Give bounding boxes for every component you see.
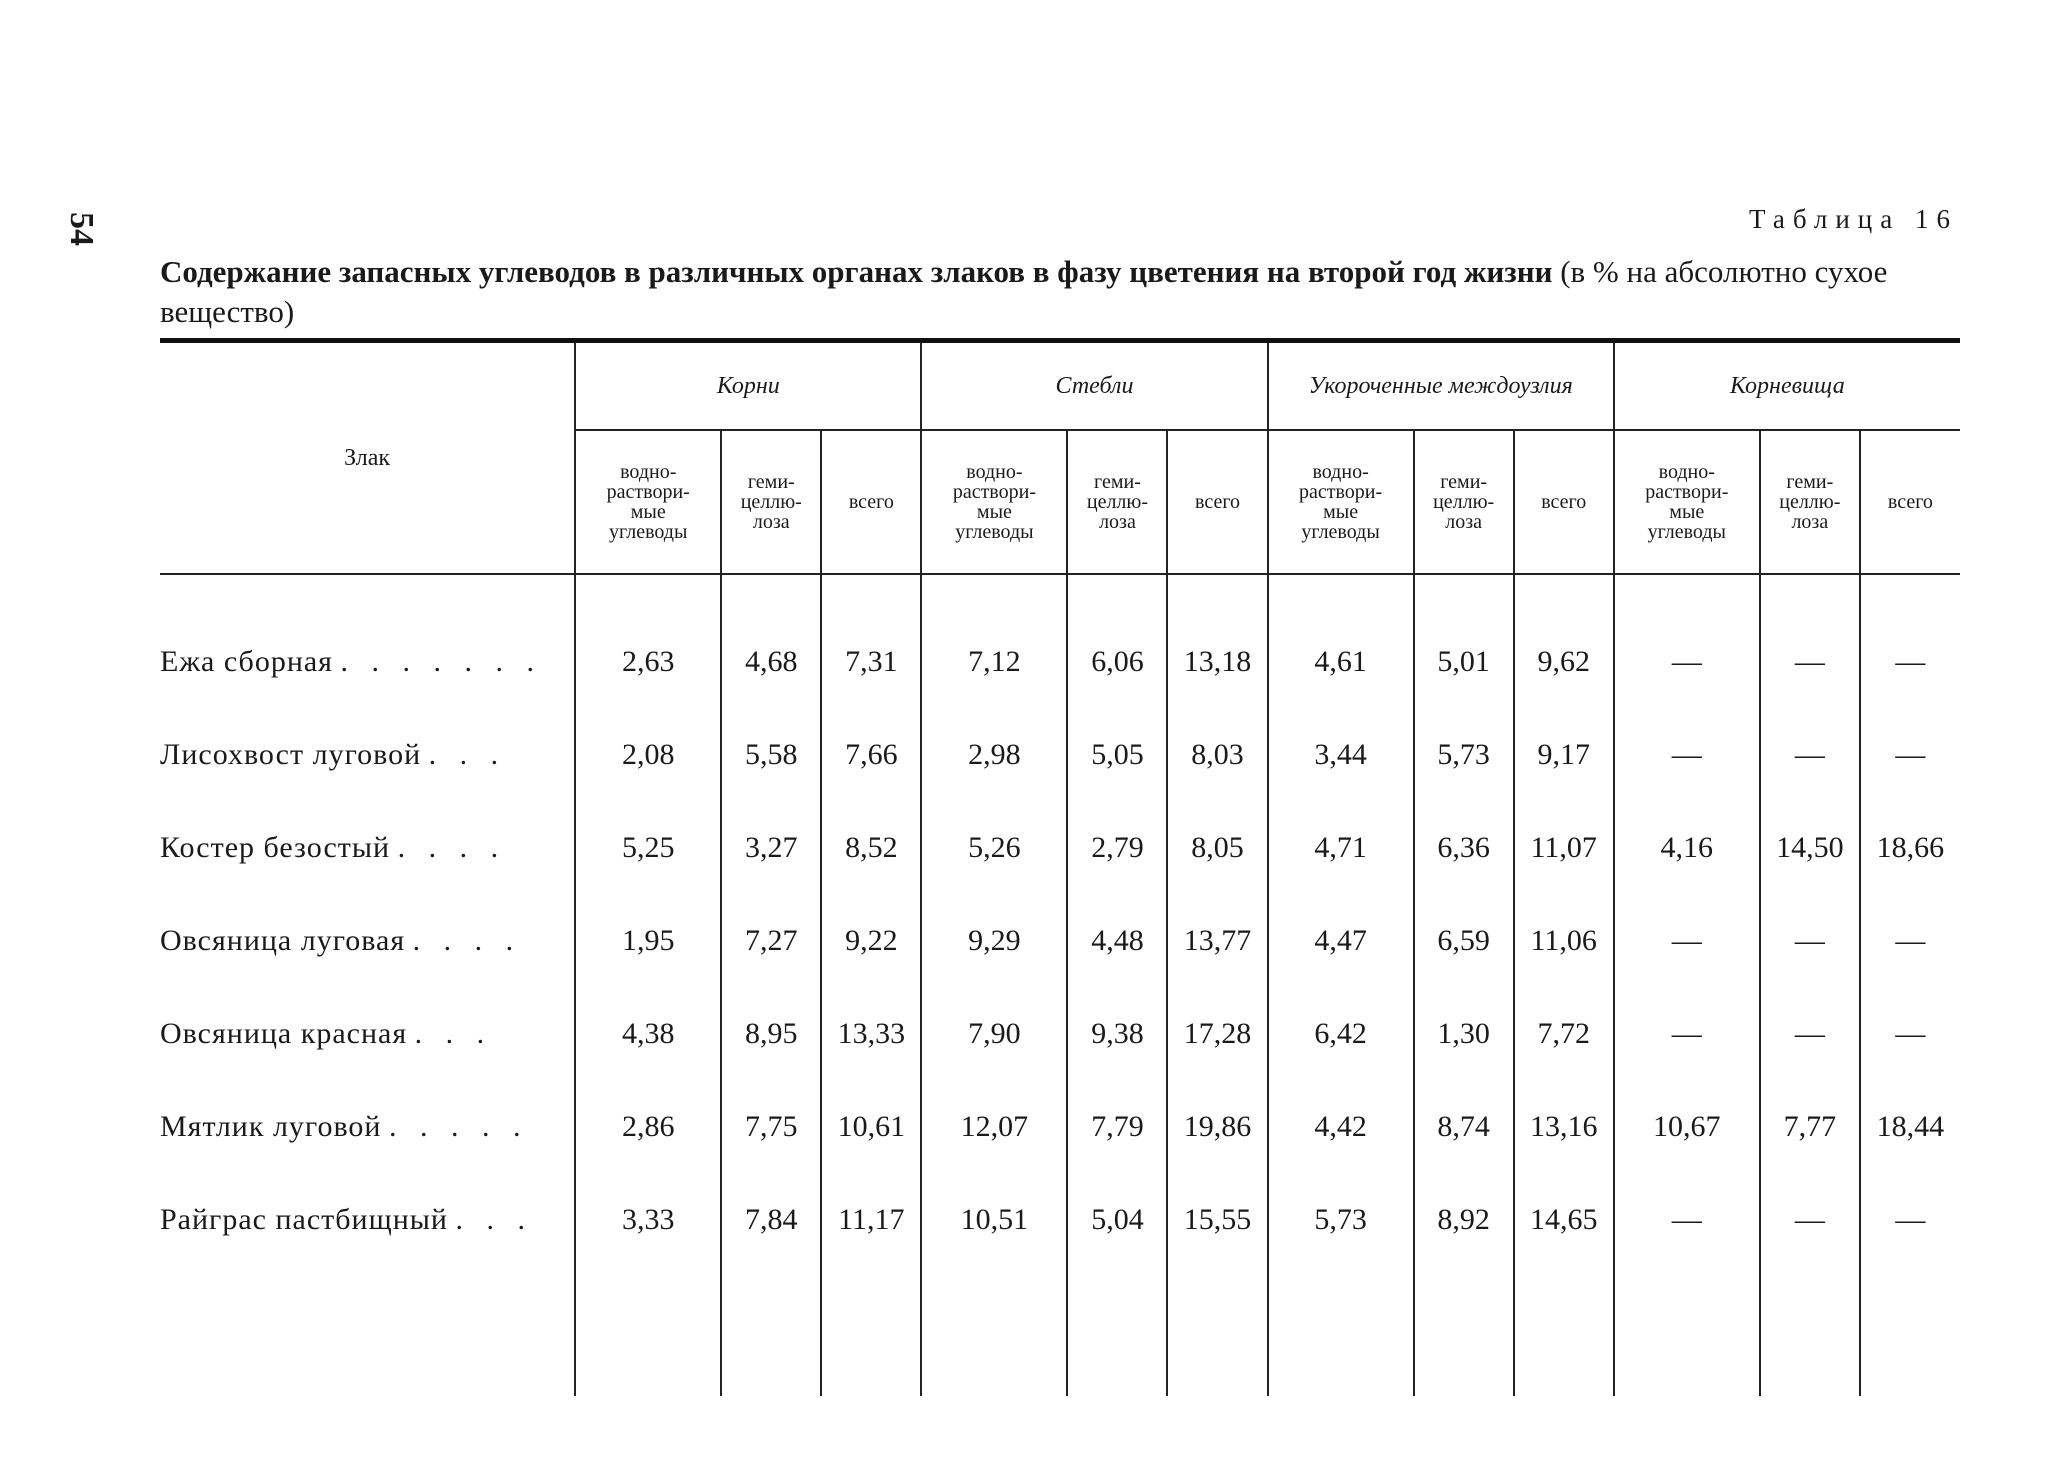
subheader-water-soluble: водно- раствори- мые углеводы	[921, 430, 1067, 574]
group-header-internodes: Укороченные междоузлия	[1268, 341, 1614, 431]
table-cell: 19,86	[1167, 1080, 1267, 1173]
empty-cell	[1860, 1266, 1960, 1396]
grass-name: Райграс пастбищный . . .	[160, 1202, 533, 1236]
table-cell: 2,86	[575, 1080, 721, 1173]
table-cell: 8,03	[1167, 708, 1267, 801]
table-cell: 9,38	[1067, 987, 1167, 1080]
table-cell: 7,84	[721, 1173, 821, 1266]
empty-cell	[921, 1266, 1067, 1396]
table-cell: 4,42	[1268, 1080, 1414, 1173]
table-cell: 7,27	[721, 894, 821, 987]
empty-cell	[575, 1266, 721, 1396]
table-cell: 4,68	[721, 574, 821, 708]
table-cell: 8,05	[1167, 801, 1267, 894]
caption-bold: Содержание запасных углеводов в различных органах злаков в фазу цветения на второй год жизни	[160, 254, 1553, 289]
table-row	[160, 1080, 1960, 1173]
table-cell: 7,66	[821, 708, 921, 801]
table-row	[160, 894, 1960, 987]
table-cell: 8,52	[821, 801, 921, 894]
table-cell: 8,92	[1414, 1173, 1514, 1266]
table-cell: 10,67	[1614, 1080, 1760, 1173]
table-cell: 13,16	[1514, 1080, 1614, 1173]
subheader-total: всего	[1167, 430, 1267, 574]
table-label: Таблица 16	[1749, 204, 1958, 234]
carbohydrate-table	[160, 338, 1960, 1396]
empty-cell	[1760, 1266, 1860, 1396]
table-cell: —	[1614, 1173, 1760, 1266]
table-cell: 3,44	[1268, 708, 1414, 801]
table-cell: 7,75	[721, 1080, 821, 1173]
table-row	[160, 801, 1960, 894]
table-cell: 14,65	[1514, 1173, 1614, 1266]
empty-cell	[1268, 1266, 1414, 1396]
table-cell: 10,51	[921, 1173, 1067, 1266]
table-cell: 18,44	[1860, 1080, 1960, 1173]
empty-cell	[1514, 1266, 1614, 1396]
table-cell: —	[1614, 894, 1760, 987]
table-cell: 14,50	[1760, 801, 1860, 894]
table-cell: 5,58	[721, 708, 821, 801]
table-cell: 11,06	[1514, 894, 1614, 987]
table-cell: —	[1760, 894, 1860, 987]
table-row	[160, 1173, 1960, 1266]
table-cell: 4,16	[1614, 801, 1760, 894]
subheader-total: всего	[821, 430, 921, 574]
empty-cell	[1067, 1266, 1167, 1396]
table-cell: 4,38	[575, 987, 721, 1080]
empty-cell	[821, 1266, 921, 1396]
table-cell: —	[1860, 987, 1960, 1080]
table-row	[160, 708, 1960, 801]
table-cell: 7,77	[1760, 1080, 1860, 1173]
table-cell: 4,61	[1268, 574, 1414, 708]
table-cell: 5,25	[575, 801, 721, 894]
table-cell: 7,72	[1514, 987, 1614, 1080]
grass-name: Овсяница красная . . .	[160, 1016, 493, 1050]
table-cell: 13,33	[821, 987, 921, 1080]
table-cell: —	[1860, 1173, 1960, 1266]
table-cell: 7,31	[821, 574, 921, 708]
empty-cell	[721, 1266, 821, 1396]
table-cell: 2,98	[921, 708, 1067, 801]
table-cell: 6,36	[1414, 801, 1514, 894]
table-cell: 2,63	[575, 574, 721, 708]
table-cell: 11,17	[821, 1173, 921, 1266]
table-cell: 7,90	[921, 987, 1067, 1080]
table-cell: 5,01	[1414, 574, 1514, 708]
empty-cell	[1167, 1266, 1267, 1396]
table-cell: —	[1614, 708, 1760, 801]
table-cell: 1,30	[1414, 987, 1514, 1080]
table-cell: 8,95	[721, 987, 821, 1080]
table-cell: 4,47	[1268, 894, 1414, 987]
subheader-total: всего	[1860, 430, 1960, 574]
subheader-hemicellulose: геми- целлю- лоза	[721, 430, 821, 574]
table-cell: 4,48	[1067, 894, 1167, 987]
table-cell: 5,05	[1067, 708, 1167, 801]
empty-cell	[1414, 1266, 1514, 1396]
grass-name: Лисохвост луговой . . .	[160, 737, 507, 771]
table-cell: —	[1614, 987, 1760, 1080]
table-cell: 10,61	[821, 1080, 921, 1173]
table-cell: 9,22	[821, 894, 921, 987]
table-row	[160, 987, 1960, 1080]
table-cell: 11,07	[1514, 801, 1614, 894]
subheader-water-soluble: водно- раствори- мые углеводы	[575, 430, 721, 574]
table-cell: 18,66	[1860, 801, 1960, 894]
table-cell: —	[1614, 574, 1760, 708]
table-cell: —	[1860, 894, 1960, 987]
table-cell: —	[1760, 1173, 1860, 1266]
table-cell: 15,55	[1167, 1173, 1267, 1266]
table-cell: —	[1760, 574, 1860, 708]
table-cell: 9,29	[921, 894, 1067, 987]
table-cell: 9,17	[1514, 708, 1614, 801]
group-header-roots: Корни	[575, 341, 921, 431]
table-cell: 12,07	[921, 1080, 1067, 1173]
table-cell: 17,28	[1167, 987, 1267, 1080]
subheader-hemicellulose: геми- целлю- лоза	[1414, 430, 1514, 574]
grass-name: Ежа сборная . . . . . . .	[160, 644, 542, 678]
table-cell: 6,59	[1414, 894, 1514, 987]
subheader-hemicellulose: геми- целлю- лоза	[1760, 430, 1860, 574]
table-cell: 3,27	[721, 801, 821, 894]
table-cell: 7,79	[1067, 1080, 1167, 1173]
page-number: 54	[63, 212, 100, 246]
table-cell: 2,08	[575, 708, 721, 801]
table-row	[160, 574, 1960, 708]
table-cell: 13,77	[1167, 894, 1267, 987]
subheader-water-soluble: водно- раствори- мые углеводы	[1614, 430, 1760, 574]
table-cell: 6,06	[1067, 574, 1167, 708]
table-cell: 4,71	[1268, 801, 1414, 894]
grass-name: Костер безостый . . . .	[160, 830, 507, 864]
table-cell: 7,12	[921, 574, 1067, 708]
subheader-total: всего	[1514, 430, 1614, 574]
table-cell: —	[1860, 708, 1960, 801]
table-cell: 6,42	[1268, 987, 1414, 1080]
subheader-hemicellulose: геми- целлю- лоза	[1067, 430, 1167, 574]
grass-name: Овсяница луговая . . . .	[160, 923, 522, 957]
subheader-water-soluble: водно- раствори- мые углеводы	[1268, 430, 1414, 574]
table-cell: 9,62	[1514, 574, 1614, 708]
group-header-stems: Стебли	[921, 341, 1267, 431]
grass-name: Мятлик луговой . . . . .	[160, 1109, 529, 1143]
table-cell: 5,04	[1067, 1173, 1167, 1266]
table-filler-row	[160, 1266, 1960, 1396]
table-cell: 5,73	[1414, 708, 1514, 801]
row-header: Злак	[160, 341, 575, 575]
table-cell: 8,74	[1414, 1080, 1514, 1173]
table-cell: 5,26	[921, 801, 1067, 894]
table-cell: 2,79	[1067, 801, 1167, 894]
table-cell: 1,95	[575, 894, 721, 987]
table-cell: —	[1760, 708, 1860, 801]
table-cell: —	[1860, 574, 1960, 708]
empty-cell	[160, 1266, 575, 1396]
table-cell: 5,73	[1268, 1173, 1414, 1266]
table-cell: —	[1760, 987, 1860, 1080]
table-cell: 3,33	[575, 1173, 721, 1266]
group-header-rhizomes: Корневища	[1614, 341, 1960, 431]
table-caption	[160, 252, 1960, 332]
caption-rest: (в % на абсолютно сухое вещество)	[160, 254, 1888, 329]
empty-cell	[1614, 1266, 1760, 1396]
table-cell: 13,18	[1167, 574, 1267, 708]
